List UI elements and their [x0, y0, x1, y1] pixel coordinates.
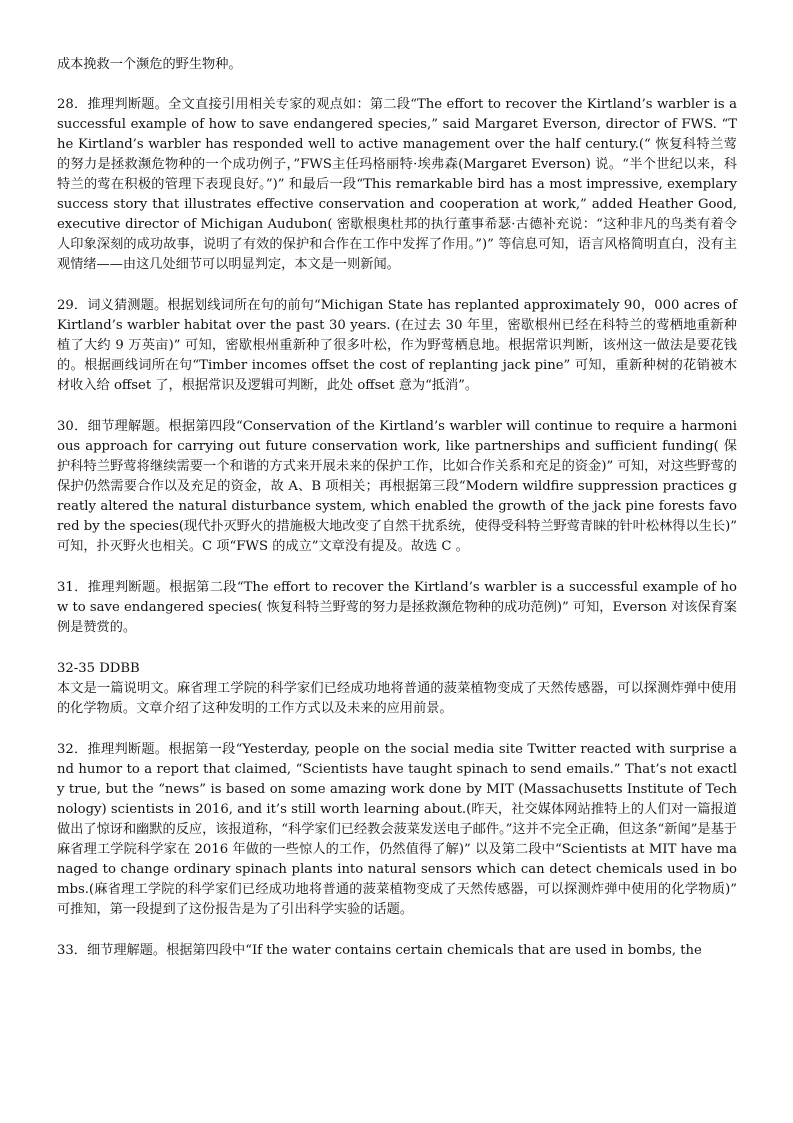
paragraph-q29: 29．词义猜测题。根据划线词所在句的前句“Michigan State has replanted approximately 90，000 acres of Kirtland’s warbler habitat over the past 30 years. (在过去 30 年里，密歇根州已经在科特兰的莺栖地重新种植了大约 9 万英亩)” 可知，密歇根州重新种了很多叶松，作为野莺栖息地。根据常识判断，该州这一做法是要花钱的。根据画线词所在句“Timber incomes offset the cost of replanting jack pine” 可知，重新种树的花销被木材收入给 offset 了，根据常识及逻辑可判断，此处 offset 意为“抵消”。 — [57, 298, 737, 393]
paragraph-intro-tail: 成本挽救一个濒危的野生物种。 — [57, 57, 242, 72]
paragraph-q28: 28．推理判断题。全文直接引用相关专家的观点如：第二段“The effort to recover the Kirtland’s warbler is a successful example of how to save endangered species,” said Margaret Everson, director of FWS. “The Kirtland’s warbler has responded well to active management over the half century.(“ 恢复科特兰莺的努力是拯救濒危物种的一个成功例子，”FWS主任玛格丽特·埃弗森(Margaret Everson) 说。“半个世纪以来，科特兰的莺在积极的管理下表现良好。”)” 和最后一段“This remarkable bird has a most impressive, exemplary success story that illustrates effective conservation and cooperation at work,” added Heather Good, executive director of Michigan Audubon( 密歇根奥杜邦的执行董事希瑟·古德补充说：“这种非凡的鸟类有着令人印象深刻的成功故事，说明了有效的保护和合作在工作中发挥了作用。”)” 等信息可知，语言风格简明直白，没有主观情绪——由这几处细节可以明显判定，本文是一则新闻。 — [57, 97, 737, 272]
paragraph-q31: 31．推理判断题。根据第二段“The effort to recover the Kirtland’s warbler is a successful example of how to save endangered species( 恢复科特兰野莺的努力是拯救濒危物种的成功范例)” 可知，Everson 对该保育案例是赞赏的。 — [57, 580, 737, 635]
answer-key: 32-35 DDBB — [57, 661, 140, 676]
paragraph-q32: 32．推理判断题。根据第一段“Yesterday, people on the social media site Twitter reacted with surprise and humor to a report that claimed, “Scientists have taught spinach to send emails.” That’s not exactly true, but the “news” is based on some amazing work done by MIT (Massachusetts Institute of Technology) scientists in 2016, and it’s still worth learning about.(昨天，社交媒体网站推特上的人们对一篇报道做出了惊讶和幽默的反应，该报道称，“科学家们已经教会菠菜发送电子邮件。”这并不完全正确，但这条“新闻”是基于麻省理工学院科学家在 2016 年做的一些惊人的工作，仍然值得了解)” 以及第二段中“Scientists at MIT have managed to change ordinary spinach plants into natural sensors which can detect chemicals used in bombs.(麻省理工学院的科学家们已经成功地将普通的菠菜植物变成了天然传感器，可以探测炸弹中使用的化学物质)” 可推知，第一段提到了这份报告是为了引出科学实验的话题。 — [57, 742, 737, 917]
paragraph-q33: 33．细节理解题。根据第四段中“If the water contains certain chemicals that are used in bombs, the — [57, 943, 702, 958]
passage-summary: 本文是一篇说明文。麻省理工学院的科学家们已经成功地将普通的菠菜植物变成了天然传感器，可以探测炸弹中使用的化学物质。文章介绍了这种发明的工作方式以及未来的应用前景。 — [57, 681, 737, 716]
paragraph-q30: 30．细节理解题。根据第四段“Conservation of the Kirtland’s warbler will continue to require a harmonious approach for carrying out future conservation work, like partnerships and sufficient funding( 保护科特兰野莺将继续需要一个和谐的方式来开展未来的保护工作，比如合作关系和充足的资金)” 可知，对这些野莺的保护仍然需要合作以及充足的资金，故 A、B 项相关；再根据第三段“Modern wildfire suppression practices greatly altered the natural disturbance system, which enabled the growth of the jack pine forests favored by the species(现代扑灭野火的措施极大地改变了自然干扰系统，使得受科特兰野莺青睐的针叶松林得以生长)” 可知，扑灭野火也相关。C 项“FWS 的成立”文章没有提及。故选 C 。 — [57, 419, 737, 554]
document-page — [57, 55, 737, 982]
